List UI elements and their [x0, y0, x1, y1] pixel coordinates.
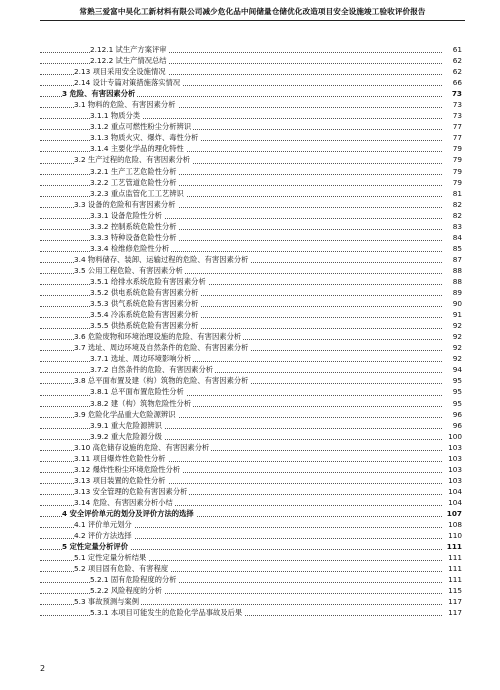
toc-entry-title: 5 定性定量分析评价	[62, 542, 128, 552]
toc-entry-page: 104	[448, 497, 462, 507]
toc-entry-page: 77	[452, 133, 462, 143]
toc-entry[interactable]	[40, 475, 462, 486]
toc-entry[interactable]	[40, 442, 462, 453]
toc-entry-title: 3.5.5 供热系统危险有害因素分析	[90, 321, 199, 331]
toc-entry[interactable]	[40, 486, 462, 497]
toc-entry-page: 95	[452, 387, 462, 397]
toc-entry[interactable]	[40, 44, 462, 55]
toc-entry[interactable]	[40, 55, 462, 66]
toc-entry-page: 103	[448, 442, 462, 452]
toc-entry[interactable]	[40, 552, 462, 563]
toc-entry-title: 3.10 高危储存设施的危险、有害因素分析	[74, 442, 210, 452]
toc-entry[interactable]	[40, 88, 462, 99]
toc-entry-title: 3.6 危险废物和环境治理设施的危险、有害因素分析	[74, 332, 242, 342]
toc-entry[interactable]	[40, 77, 462, 88]
toc-entry-page: 77	[452, 122, 462, 132]
toc-entry-title: 3.3.3 特种设备危险性分析	[90, 232, 177, 242]
toc-entry[interactable]	[40, 177, 462, 188]
toc-entry[interactable]	[40, 541, 462, 552]
toc-entry[interactable]	[40, 519, 462, 530]
toc-entry-page: 88	[452, 265, 462, 275]
toc-entry-title: 3.7 选址、周边环境及自然条件的危险、有害因素分析	[74, 343, 249, 353]
toc-entry-title: 3.2.2 工艺管道危险性分析	[90, 177, 177, 187]
toc-entry[interactable]	[40, 420, 462, 431]
toc-entry-page: 103	[448, 464, 462, 474]
toc-entry-page: 82	[452, 199, 462, 209]
toc-entry[interactable]	[40, 353, 462, 364]
toc-entry-title: 3.3.4 检维修危险性分析	[90, 243, 170, 253]
page-header: 常熟三爱富中昊化工新材料有限公司减少危化品中间储量仓储优化改造项目安全设施竣工验收评价报告	[40, 6, 465, 21]
toc-entry[interactable]	[40, 188, 462, 199]
toc-entry-title: 3.12 爆炸性粉尘环境危险性分析	[74, 464, 181, 474]
toc-entry-title: 5.1 定性定量分析结果	[74, 553, 147, 563]
toc-entry-title: 3.1.2 重点可燃性粉尘分析辨识	[90, 122, 192, 132]
toc-entry[interactable]	[40, 99, 462, 110]
toc-entry-title: 4.1 评价单元划分	[74, 520, 132, 530]
toc-entry[interactable]	[40, 320, 462, 331]
toc-entry-title: 3.11 项目爆炸性危险性分析	[74, 453, 166, 463]
toc-entry-title: 3.5.3 供气系统危险有害因素分析	[90, 299, 199, 309]
toc-entry[interactable]	[40, 243, 462, 254]
toc-entry-title: 3.2.3 重点监管化工工艺辨识	[90, 188, 184, 198]
toc-entry-page: 95	[452, 398, 462, 408]
toc-entry-page: 89	[452, 288, 462, 298]
toc-entry-title: 3.8.1 总平面布置危险性分析	[90, 387, 184, 397]
toc-entry-page: 110	[448, 531, 462, 541]
toc-entry[interactable]	[40, 386, 462, 397]
toc-entry-title: 3.5 公用工程危险、有害因素分析	[74, 265, 183, 275]
toc-entry-page: 107	[446, 508, 462, 518]
toc-entry-page: 96	[452, 409, 462, 419]
toc-entry-page: 108	[448, 520, 462, 530]
toc-entry[interactable]	[40, 199, 462, 210]
toc-entry-page: 111	[448, 564, 462, 574]
toc-entry-page: 91	[452, 310, 462, 320]
toc-entry-page: 92	[452, 321, 462, 331]
toc-entry-title: 3.5.4 冷冻系统危险有害因素分析	[90, 310, 199, 320]
toc-entry-page: 81	[452, 188, 462, 198]
toc-entry-title: 4.2 评价方法选择	[74, 531, 132, 541]
toc-entry[interactable]	[40, 232, 462, 243]
toc-entry-title: 2.14 设计专篇对策措施落实情况	[74, 78, 181, 88]
toc-entry-page: 61	[452, 45, 462, 54]
toc-entry[interactable]	[40, 563, 462, 574]
toc-entry-page: 111	[448, 553, 462, 563]
toc-entry[interactable]	[40, 210, 462, 221]
toc-entry-page: 66	[452, 78, 462, 88]
toc-entry-page: 83	[452, 221, 462, 231]
toc-entry[interactable]	[40, 132, 462, 143]
toc-entry-title: 3.7.2 自然条件的危险、有害因素分析	[90, 365, 214, 375]
toc-entry-page: 73	[451, 89, 462, 99]
toc-entry[interactable]	[40, 508, 462, 519]
toc-entry[interactable]	[40, 453, 462, 464]
toc-entry-title: 2.12.2 试生产情况总结	[90, 56, 167, 66]
toc-entry[interactable]	[40, 276, 462, 287]
toc-entry-title: 3.1.1 物质分类	[90, 111, 141, 121]
toc-entry-page: 115	[448, 586, 462, 596]
toc-entry-page: 103	[448, 475, 462, 485]
toc-entry-title: 3.3.1 设备危险性分析	[90, 210, 162, 220]
toc-entry-page: 104	[448, 486, 462, 496]
toc-entry-title: 3.8 总平面布置及建（构）筑物的危险、有害因素分析	[74, 376, 249, 386]
toc-entry-title: 3.5.2 供电系统危险有害因素分析	[90, 288, 199, 298]
toc-entry[interactable]	[40, 143, 462, 154]
toc-entry-page: 79	[452, 155, 462, 165]
page-number: 2	[40, 664, 46, 673]
toc-entry-title: 3.8.2 建（构）筑物危险性分析	[90, 398, 192, 408]
toc-entry-title: 3.7.1 选址、周边环境影响分析	[90, 354, 192, 364]
toc-entry[interactable]	[40, 342, 462, 353]
toc-entry-title: 3.1.4 主要化学品的理化特性	[90, 144, 184, 154]
toc-entry[interactable]	[40, 585, 462, 596]
toc-entry-title: 3.13 项目装置的危险性分析	[74, 475, 166, 485]
toc-entry[interactable]	[40, 364, 462, 375]
toc-entry[interactable]	[40, 607, 462, 618]
toc-entry-page: 117	[448, 608, 462, 618]
toc-entry-page: 94	[452, 365, 462, 375]
toc-entry[interactable]	[40, 287, 462, 298]
toc-entry-page: 73	[452, 100, 462, 110]
toc-entry-page: 62	[452, 67, 462, 77]
toc-entry-title: 3.1.3 物质火灾、爆炸、毒性分析	[90, 133, 199, 143]
toc-entry-title: 3.1 物料的危险、有害因素分析	[74, 100, 176, 110]
toc-entry-page: 79	[452, 144, 462, 154]
toc-entry-page: 62	[452, 56, 462, 66]
toc-entry-title: 5.2.2 风险程度的分析	[90, 586, 162, 596]
toc-entry-title: 3.3.2 控制系统危险性分析	[90, 221, 177, 231]
toc-entry[interactable]	[40, 121, 462, 132]
toc-entry[interactable]	[40, 409, 462, 420]
toc-entry[interactable]	[40, 309, 462, 320]
toc-entry-page: 92	[452, 343, 462, 353]
toc-entry-title: 5.2 项目固有危险、有害程度	[74, 564, 169, 574]
toc-entry[interactable]	[40, 331, 462, 342]
toc-entry[interactable]	[40, 154, 462, 165]
toc-entry-title: 3.2.1 生产工艺危险性分析	[90, 166, 177, 176]
toc-entry-page: 87	[452, 254, 462, 264]
toc-entry-page: 100	[448, 431, 462, 441]
toc-entry-title: 3.5.1 给排水系统危险有害因素分析	[90, 276, 206, 286]
toc-entry-page: 117	[448, 597, 462, 607]
toc-entry-page: 103	[448, 453, 462, 463]
toc-entry-title: 2.13 项目采用安全设施情况	[74, 67, 166, 77]
toc-entry-page: 111	[446, 542, 462, 552]
toc-entry-title: 3 危险、有害因素分析	[62, 89, 136, 99]
toc-entry-title: 2.12.1 试生产方案评审	[90, 45, 167, 54]
toc-entry-page: 96	[452, 420, 462, 430]
toc-entry-page: 92	[452, 332, 462, 342]
toc-entry-page: 92	[452, 354, 462, 364]
toc-entry[interactable]	[40, 497, 462, 508]
toc-entry-title: 3.9.2 重大危险源分级	[90, 431, 162, 441]
toc-entry-page: 82	[452, 210, 462, 220]
toc-entry[interactable]	[40, 110, 462, 121]
toc-entry[interactable]	[40, 265, 462, 276]
toc-entry-title: 5.3.1 本项目可能发生的危险化学品事故及后果	[90, 608, 243, 618]
toc-entry[interactable]	[40, 298, 462, 309]
toc-entry-title: 4 安全评价单元的划分及评价方法的选择	[62, 508, 194, 518]
toc-entry-title: 3.9.1 重大危险源辨识	[90, 420, 162, 430]
toc-entry[interactable]	[40, 398, 462, 409]
toc-entry-page: 85	[452, 243, 462, 253]
toc-entry-page: 88	[452, 276, 462, 286]
toc-entry-title: 3.9 危险化学品重大危险源辨识	[74, 409, 176, 419]
toc-entry-title: 5.2.1 固有危险程度的分析	[90, 575, 177, 585]
toc-entry[interactable]	[40, 254, 462, 265]
toc-entry-page: 79	[452, 177, 462, 187]
toc-entry-title: 3.2 生产过程的危险、有害因素分析	[74, 155, 191, 165]
toc-entry[interactable]	[40, 221, 462, 232]
toc-entry-title: 3.14 危险、有害因素分析小结	[74, 497, 173, 507]
toc-entry[interactable]	[40, 66, 462, 77]
toc-entry[interactable]	[40, 596, 462, 607]
toc-entry-title: 5.3 事故预测与案例	[74, 597, 140, 607]
toc-entry[interactable]	[40, 464, 462, 475]
toc-entry[interactable]	[40, 574, 462, 585]
toc-entry[interactable]	[40, 431, 462, 442]
toc-entry[interactable]	[40, 375, 462, 386]
toc-entry-page: 73	[452, 111, 462, 121]
toc-entry-page: 79	[452, 166, 462, 176]
toc-entry[interactable]	[40, 530, 462, 541]
toc-entry-title: 3.13 安全管理的危险有害因素分析	[74, 486, 188, 496]
toc-entry-page: 111	[448, 575, 462, 585]
toc-entry-title: 3.4 物料储存、装卸、运输过程的危险、有害因素分析	[74, 254, 249, 264]
toc-entry-page: 84	[452, 232, 462, 242]
toc-entry-title: 3.3 设备的危险和有害因素分析	[74, 199, 176, 209]
toc-entry-page: 95	[452, 376, 462, 386]
toc-entry-page: 90	[452, 299, 462, 309]
toc-entry[interactable]	[40, 166, 462, 177]
table-of-contents	[40, 44, 462, 618]
